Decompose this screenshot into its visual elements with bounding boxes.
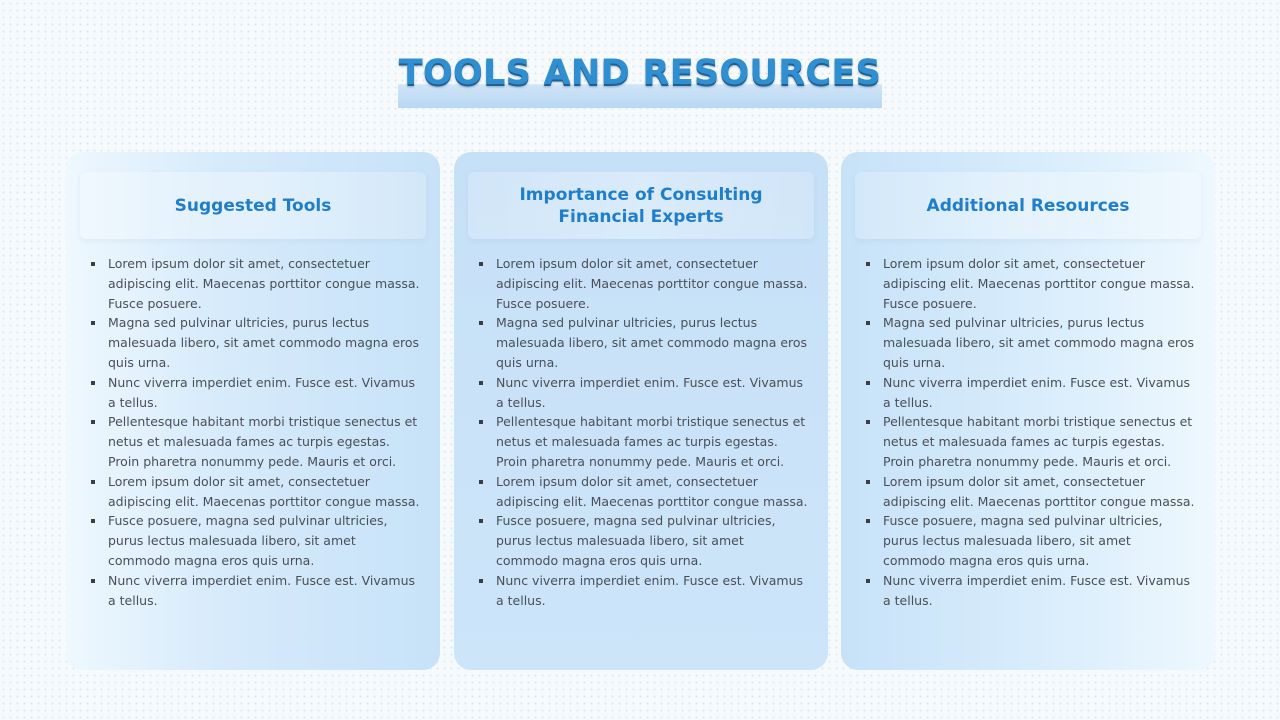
card-suggested-tools	[66, 152, 440, 670]
list-item: Nunc viverra imperdiet enim. Fusce est. Vivamus a tellus.	[108, 571, 420, 611]
list-item: Magna sed pulvinar ultricies, purus lectus malesuada libero, sit amet commodo magna eros quis urna.	[883, 313, 1195, 372]
card-header	[468, 172, 814, 239]
list-item: Lorem ipsum dolor sit amet, consectetuer adipiscing elit. Maecenas porttitor congue massa. Fusce posuere.	[883, 254, 1195, 313]
list-item: Nunc viverra imperdiet enim. Fusce est. Vivamus a tellus.	[108, 373, 420, 413]
list-item: Magna sed pulvinar ultricies, purus lectus malesuada libero, sit amet commodo magna eros quis urna.	[496, 313, 808, 372]
list-item: Lorem ipsum dolor sit amet, consectetuer adipiscing elit. Maecenas porttitor congue massa.	[883, 472, 1195, 512]
slide-title	[398, 50, 882, 108]
list-item: Lorem ipsum dolor sit amet, consectetuer adipiscing elit. Maecenas porttitor congue massa.	[496, 472, 808, 512]
list-item: Pellentesque habitant morbi tristique senectus et netus et malesuada fames ac turpis egestas. Proin pharetra nonummy pede. Mauris et orci.	[108, 412, 420, 471]
list-item: Fusce posuere, magna sed pulvinar ultricies, purus lectus malesuada libero, sit amet commodo magna eros quis urna.	[496, 511, 808, 570]
list-item: Fusce posuere, magna sed pulvinar ultricies, purus lectus malesuada libero, sit amet commodo magna eros quis urna.	[883, 511, 1195, 570]
card-header	[855, 172, 1201, 239]
list-item: Nunc viverra imperdiet enim. Fusce est. Vivamus a tellus.	[496, 373, 808, 413]
bullet-list	[108, 254, 420, 610]
card-header	[80, 172, 426, 239]
list-item: Pellentesque habitant morbi tristique senectus et netus et malesuada fames ac turpis egestas. Proin pharetra nonummy pede. Mauris et orci.	[883, 412, 1195, 471]
card-heading: Suggested Tools	[174, 195, 332, 216]
list-item: Fusce posuere, magna sed pulvinar ultricies, purus lectus malesuada libero, sit amet commodo magna eros quis urna.	[108, 511, 420, 570]
list-item: Lorem ipsum dolor sit amet, consectetuer adipiscing elit. Maecenas porttitor congue massa. Fusce posuere.	[496, 254, 808, 313]
list-item: Pellentesque habitant morbi tristique senectus et netus et malesuada fames ac turpis egestas. Proin pharetra nonummy pede. Mauris et orci.	[496, 412, 808, 471]
list-item: Nunc viverra imperdiet enim. Fusce est. Vivamus a tellus.	[883, 373, 1195, 413]
list-item: Nunc viverra imperdiet enim. Fusce est. Vivamus a tellus.	[496, 571, 808, 611]
card-consulting-experts	[454, 152, 828, 670]
card-additional-resources	[841, 152, 1215, 670]
bullet-list	[883, 254, 1195, 610]
list-item: Lorem ipsum dolor sit amet, consectetuer adipiscing elit. Maecenas porttitor congue massa. Fusce posuere.	[108, 254, 420, 313]
slide-title-wrap	[0, 50, 1280, 108]
card-heading: Additional Resources	[926, 195, 1130, 216]
slide-title-text: TOOLS AND RESOURCES	[398, 53, 882, 93]
list-item: Magna sed pulvinar ultricies, purus lectus malesuada libero, sit amet commodo magna eros quis urna.	[108, 313, 420, 372]
list-item: Lorem ipsum dolor sit amet, consectetuer adipiscing elit. Maecenas porttitor congue massa.	[108, 472, 420, 512]
card-heading: Importance of Consulting Financial Experts	[519, 184, 763, 227]
bullet-list	[496, 254, 808, 610]
list-item: Nunc viverra imperdiet enim. Fusce est. Vivamus a tellus.	[883, 571, 1195, 611]
